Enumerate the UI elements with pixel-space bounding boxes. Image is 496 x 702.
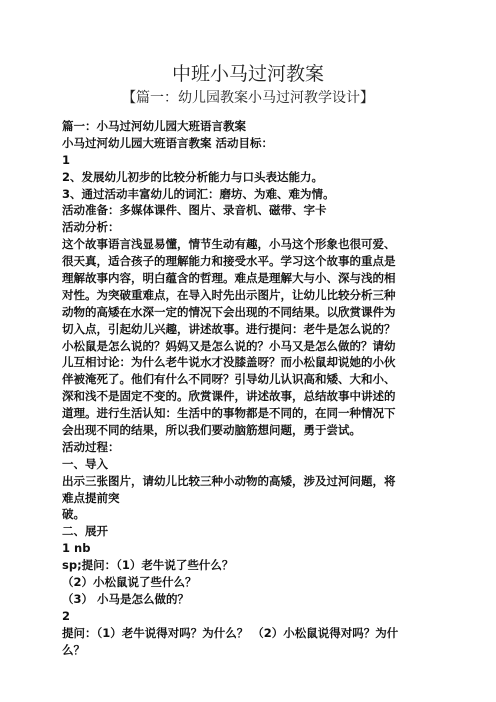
document-body [62,118,440,659]
body-line: 很天真，适合孩子的理解能力和接受水平。学习这个故事的重点是 [62,254,396,269]
body-line: 2、发展幼儿初步的比较分析能力与口头表达能力。 [62,169,323,184]
body-line: 活动分析： [62,220,120,235]
body-line: 理解故事内容，明白蕴含的哲理。难点是理解大与小、深与浅的相 [62,271,396,286]
body-line: 提问：（1）老牛说得对吗？为什么？ （2）小松鼠说得对吗？为什 [62,625,399,640]
body-line: 动物的高矮在水深一定的情况下会出现的不同结果。以欣赏课件为 [62,304,396,319]
body-line: 么？ [62,642,85,657]
body-line: sp;提问：（1）老牛说了些什么？ [62,558,234,573]
body-line: 3、通过活动丰富幼儿的词汇：磨坊、为难、难为情。 [62,186,335,201]
body-line: 小松鼠是怎么说的？妈妈又是怎么说的？小马又是怎么做的？请幼 [62,338,396,353]
body-line: 出示三张图片，请幼儿比较三种小动物的高矮，涉及过河问题，将 [62,473,396,488]
body-line: 会出现不同的结果，所以我们要动脑筋想问题，勇于尝试。 [62,423,361,438]
document-subtitle: 【篇一：幼儿园教案小马过河教学设计】 [122,90,374,106]
body-line: （3） 小马是怎么做的？ [62,591,190,606]
body-line: 难点提前突 [62,490,120,505]
body-line: 小马过河幼儿园大班语言教案 活动目标： [62,135,274,150]
body-line: 深和浅不是固定不变的。欣赏课件，讲述故事，总结故事中讲述的 [62,389,396,404]
body-line: 切入点，引起幼儿兴趣，讲述故事。进行提问：老牛是怎么说的？ [62,321,396,336]
body-line: 这个故事语言浅显易懂，情节生动有趣，小马这个形象也很可爱、 [62,237,396,252]
body-line: 1 [62,152,71,167]
body-line: 2 [62,608,71,623]
body-line: 道理。进行生活认知：生活中的事物都是不同的，在同一种情况下 [62,406,396,421]
body-line: 对性。为突破重难点，在导入时先出示图片，让幼儿比较分析三种 [62,287,396,302]
body-line: 1 nb [62,541,91,556]
document-title: 中班小马过河教案 [171,63,324,85]
body-line: 儿互相讨论：为什么老牛说水才没膝盖呀？而小松鼠却说她的小伙 [62,355,396,370]
body-line: 二、展开 [62,524,108,539]
body-line: （2）小松鼠说了些什么？ [62,575,197,590]
body-line: 篇一：小马过河幼儿园大班语言教案 [62,119,246,133]
body-line: 破。 [62,507,85,522]
body-line: 伴被淹死了。他们有什么不同呀？引导幼儿认识高和矮、大和小、 [62,372,396,387]
body-line: 一、导入 [62,456,108,471]
body-line: 活动过程： [62,439,120,454]
body-line: 活动准备：多媒体课件、图片、录音机、磁带、字卡 [62,203,327,218]
